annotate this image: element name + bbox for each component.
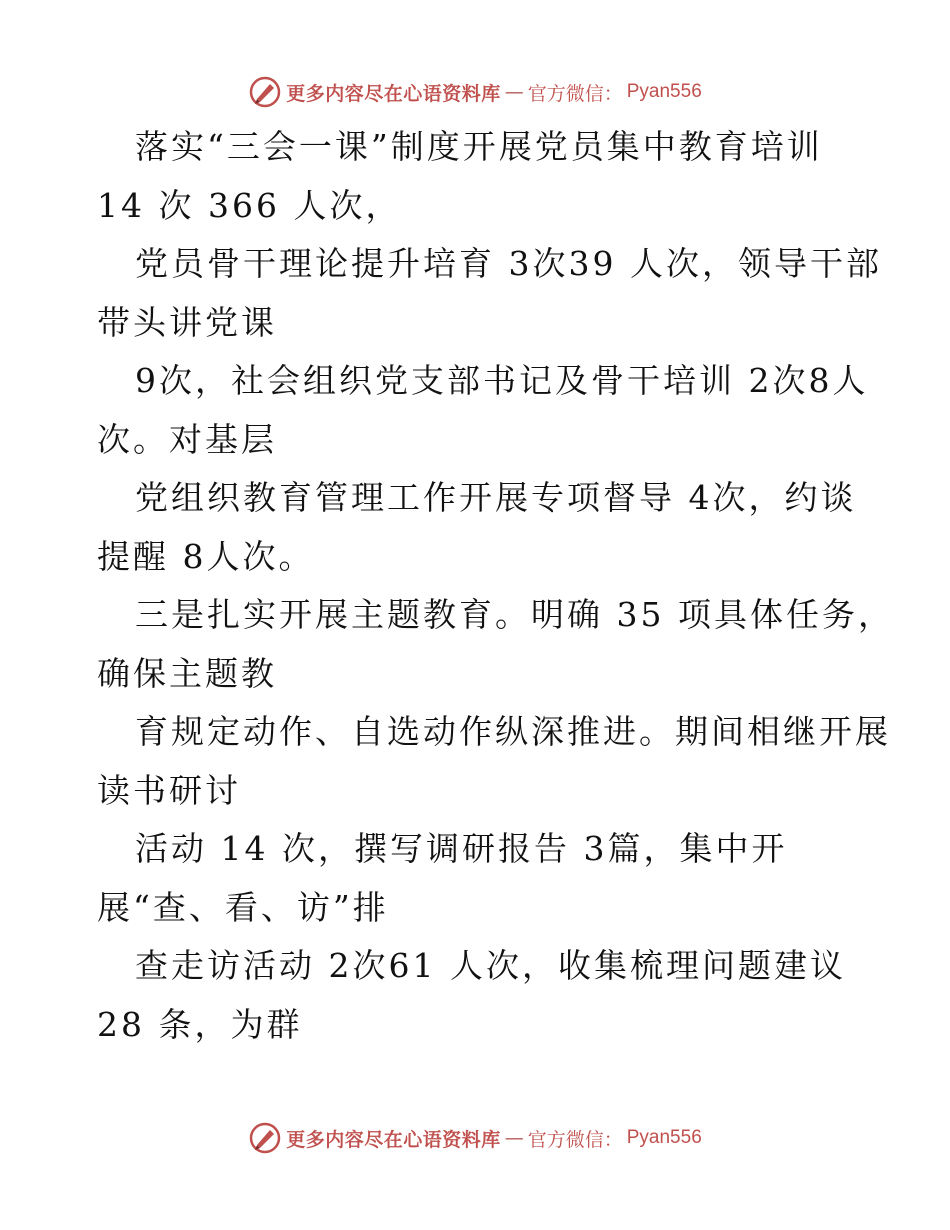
body-line-7: 党组织教育管理工作开展专项督导 4次，约谈: [135, 478, 857, 517]
body-line-12: 读书研讨: [97, 770, 241, 810]
banner-separator: —: [504, 81, 524, 103]
body-line-11: 育规定动作、自选动作纵深推进。期间相继开展: [135, 712, 891, 751]
banner-wechat-label: 官方微信：: [527, 82, 623, 105]
body-line-13: 活动 14 次，撰写调研报告 3篇，集中开: [135, 829, 788, 868]
banner-wechat-label: 官方微信：: [527, 1128, 623, 1151]
body-line-6: 次。对基层: [97, 419, 277, 459]
body-line-4: 带头讲党课: [97, 302, 277, 342]
body-line-2: 14 次 366 人次，: [97, 185, 402, 225]
footer-watermark-banner: [0, 1118, 950, 1158]
pen-nib-logo-icon: [248, 75, 282, 109]
document-body: [97, 118, 894, 1054]
body-line-1: 落实“三会一课”制度开展党员集中教育培训: [135, 127, 823, 166]
body-line-14: 展“查、看、访”排: [97, 887, 389, 927]
banner-brand-text: 更多内容尽在心语资料库: [286, 82, 501, 105]
banner-wechat-id: Pyan556: [626, 1127, 702, 1148]
body-line-3: 党员骨干理论提升培育 3次39 人次，领导干部: [135, 244, 882, 283]
body-line-15: 查走访活动 2次61 人次，收集梳理问题建议: [135, 946, 846, 985]
body-line-10: 确保主题教: [97, 653, 277, 693]
body-line-9: 三是扎实开展主题教育。明确 35 项具体任务，: [135, 595, 894, 634]
banner-brand-text: 更多内容尽在心语资料库: [286, 1128, 501, 1151]
banner-wechat-id: Pyan556: [626, 81, 702, 102]
body-line-16: 28 条，为群: [97, 1004, 303, 1044]
pen-nib-logo-icon: [248, 1121, 282, 1155]
body-line-8: 提醒 8人次。: [97, 536, 315, 576]
header-watermark-banner: [0, 72, 950, 112]
body-line-5: 9次，社会组织党支部书记及骨干培训 2次8人: [135, 361, 869, 400]
banner-separator: —: [504, 1127, 524, 1149]
